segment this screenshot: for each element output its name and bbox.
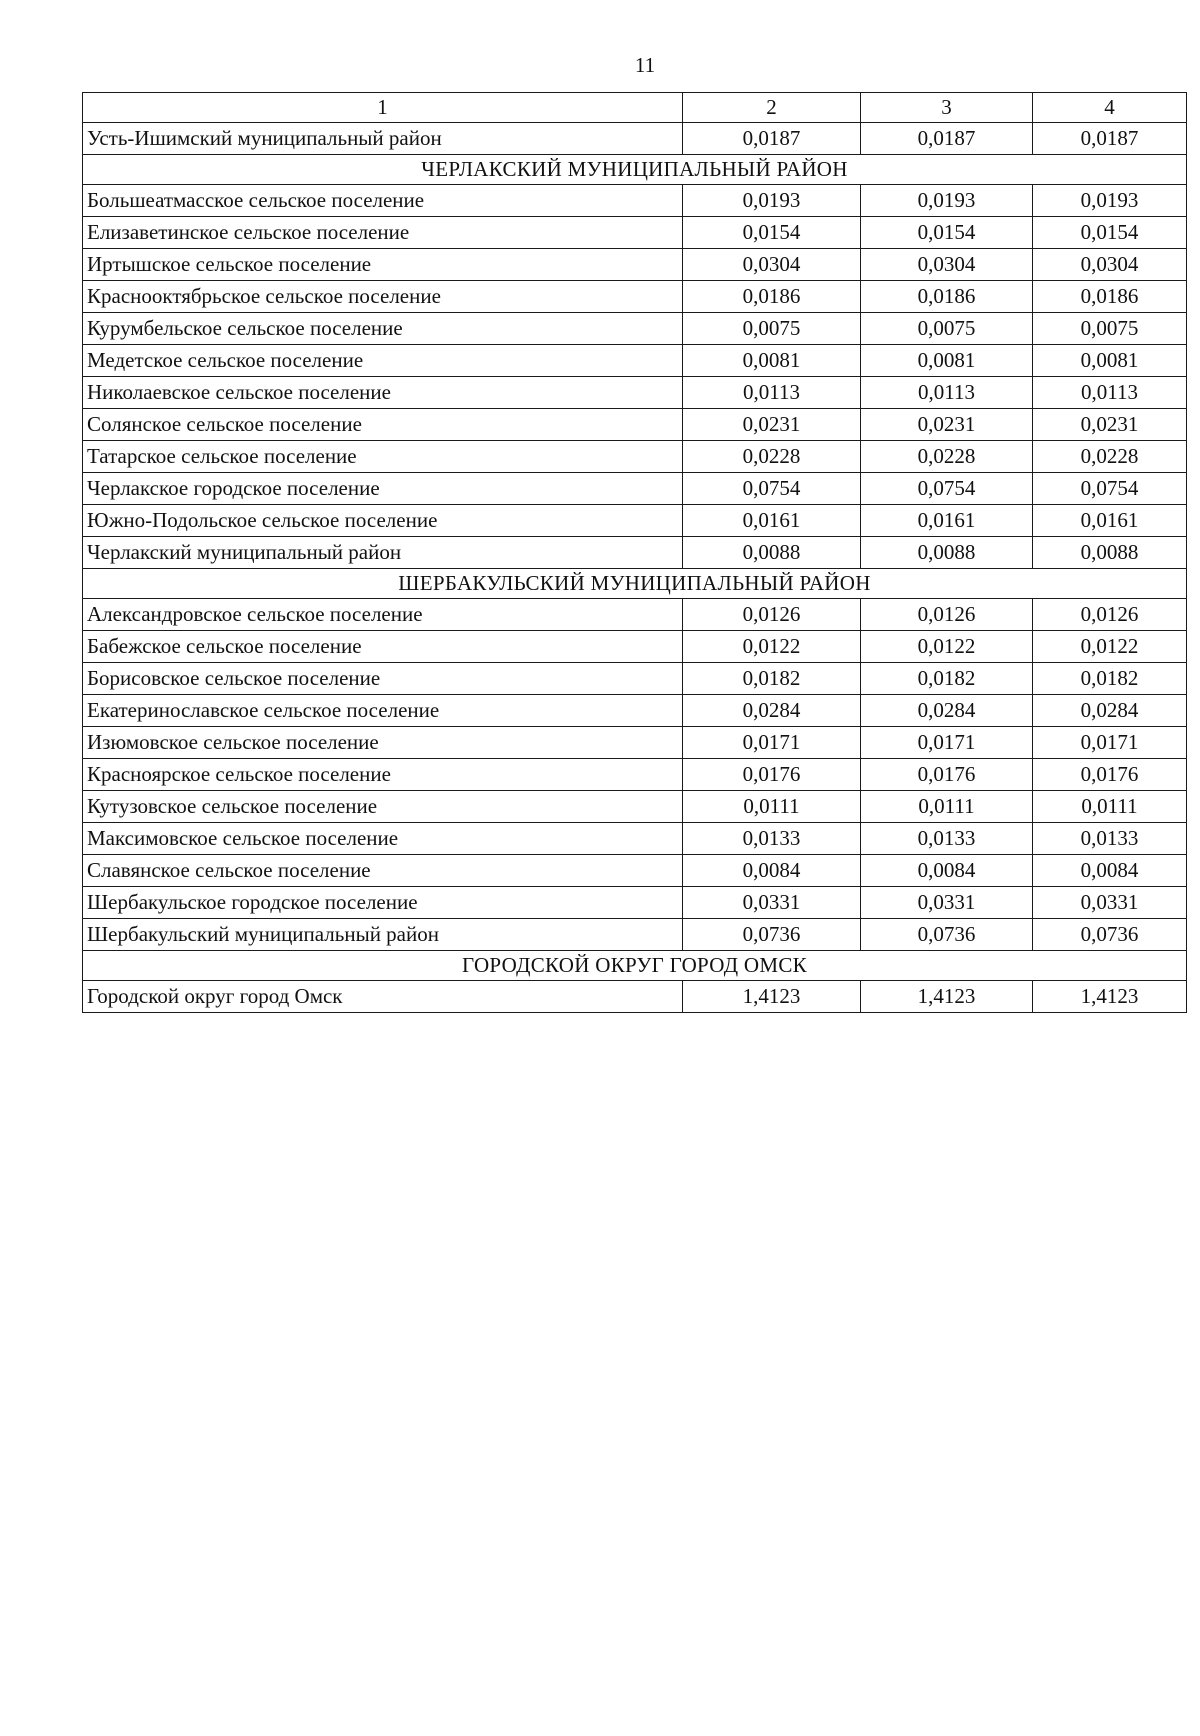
coefficient-value: 0,0284: [861, 695, 1033, 727]
table-row: [83, 981, 1187, 1013]
coefficient-value: 0,0176: [861, 759, 1033, 791]
coefficient-value: 0,0331: [1033, 887, 1187, 919]
coefficient-value: 0,0231: [1033, 409, 1187, 441]
municipality-name: Екатеринославское сельское поселение: [83, 695, 683, 727]
coefficient-value: 0,0284: [1033, 695, 1187, 727]
coefficient-value: 0,0133: [861, 823, 1033, 855]
coefficient-value: 0,0075: [861, 313, 1033, 345]
coefficient-value: 0,0331: [861, 887, 1033, 919]
coefficient-value: 0,0154: [683, 217, 861, 249]
section-header-row: [83, 155, 1187, 185]
coefficient-value: 0,0122: [1033, 631, 1187, 663]
coefficient-value: 0,0081: [683, 345, 861, 377]
municipality-name: Татарское сельское поселение: [83, 441, 683, 473]
column-number: 1: [83, 93, 683, 123]
section-header-row: [83, 951, 1187, 981]
page-number: 11: [634, 53, 656, 77]
coefficient-value: 0,0304: [1033, 249, 1187, 281]
coefficient-value: 0,0111: [861, 791, 1033, 823]
coefficient-value: 0,0186: [683, 281, 861, 313]
coefficient-value: 0,0754: [683, 473, 861, 505]
coefficient-value: 0,0111: [683, 791, 861, 823]
municipality-name: Борисовское сельское поселение: [83, 663, 683, 695]
coefficient-value: 0,0176: [1033, 759, 1187, 791]
coefficient-value: 0,0754: [861, 473, 1033, 505]
coefficient-value: 0,0081: [861, 345, 1033, 377]
table-row: [83, 663, 1187, 695]
coefficient-value: 0,0113: [1033, 377, 1187, 409]
table-row: [83, 759, 1187, 791]
coefficient-value: 0,0084: [683, 855, 861, 887]
municipality-name: Кутузовское сельское поселение: [83, 791, 683, 823]
coefficient-value: 0,0171: [1033, 727, 1187, 759]
municipality-name: Максимовское сельское поселение: [83, 823, 683, 855]
coefficient-value: 0,0126: [861, 599, 1033, 631]
municipality-name: Иртышское сельское поселение: [83, 249, 683, 281]
coefficient-value: 0,0228: [1033, 441, 1187, 473]
coefficient-value: 0,0231: [861, 409, 1033, 441]
coefficient-value: 0,0228: [861, 441, 1033, 473]
municipality-name: Николаевское сельское поселение: [83, 377, 683, 409]
coefficient-value: 0,0187: [861, 123, 1033, 155]
coefficient-value: 0,0161: [683, 505, 861, 537]
coefficient-value: 0,0193: [1033, 185, 1187, 217]
table-row: [83, 887, 1187, 919]
table-row: [83, 217, 1187, 249]
table-row: [83, 249, 1187, 281]
table-row: [83, 855, 1187, 887]
coefficient-value: 0,0084: [861, 855, 1033, 887]
table-row: [83, 823, 1187, 855]
coefficient-value: 0,0331: [683, 887, 861, 919]
coefficient-value: 0,0186: [1033, 281, 1187, 313]
municipality-name: Городской округ город Омск: [83, 981, 683, 1013]
municipality-name: Большеатмасское сельское поселение: [83, 185, 683, 217]
coefficient-value: 0,0081: [1033, 345, 1187, 377]
coefficient-value: 0,0133: [1033, 823, 1187, 855]
column-number: 3: [861, 93, 1033, 123]
coefficient-value: 0,0113: [683, 377, 861, 409]
coefficient-value: 0,0187: [1033, 123, 1187, 155]
table-row: [83, 505, 1187, 537]
coefficient-value: 1,4123: [1033, 981, 1187, 1013]
table-row: [83, 695, 1187, 727]
coefficient-value: 0,0182: [861, 663, 1033, 695]
table-row: [83, 599, 1187, 631]
municipality-name: Черлакское городское поселение: [83, 473, 683, 505]
table-row: [83, 441, 1187, 473]
table-row: [83, 631, 1187, 663]
coefficient-value: 0,0122: [861, 631, 1033, 663]
coefficient-value: 0,0176: [683, 759, 861, 791]
municipality-name: Шербакульский муниципальный район: [83, 919, 683, 951]
municipality-name: Краснооктябрьское сельское поселение: [83, 281, 683, 313]
coefficients-table: [82, 92, 1187, 1013]
coefficient-value: 0,0736: [683, 919, 861, 951]
coefficient-value: 0,0186: [861, 281, 1033, 313]
coefficient-value: 0,0088: [683, 537, 861, 569]
coefficient-value: 0,0111: [1033, 791, 1187, 823]
coefficient-value: 0,0228: [683, 441, 861, 473]
coefficient-value: 0,0171: [683, 727, 861, 759]
coefficient-value: 0,0754: [1033, 473, 1187, 505]
column-number: 2: [683, 93, 861, 123]
coefficient-value: 0,0075: [1033, 313, 1187, 345]
coefficient-value: 0,0193: [683, 185, 861, 217]
coefficient-value: 0,0161: [861, 505, 1033, 537]
coefficient-value: 0,0133: [683, 823, 861, 855]
coefficient-value: 0,0182: [683, 663, 861, 695]
coefficient-value: 0,0154: [861, 217, 1033, 249]
table-row: [83, 727, 1187, 759]
coefficient-value: 0,0736: [1033, 919, 1187, 951]
municipality-name: Славянское сельское поселение: [83, 855, 683, 887]
coefficient-value: 1,4123: [861, 981, 1033, 1013]
section-title: ЧЕРЛАКСКИЙ МУНИЦИПАЛЬНЫЙ РАЙОН: [83, 155, 1187, 185]
municipality-name: Солянское сельское поселение: [83, 409, 683, 441]
column-number-row: [83, 93, 1187, 123]
column-number: 4: [1033, 93, 1187, 123]
coefficient-value: 0,0304: [683, 249, 861, 281]
coefficient-value: 0,0187: [683, 123, 861, 155]
table-row: [83, 377, 1187, 409]
table-row: [83, 281, 1187, 313]
municipality-name: Медетское сельское поселение: [83, 345, 683, 377]
section-title: ГОРОДСКОЙ ОКРУГ ГОРОД ОМСК: [83, 951, 1187, 981]
municipality-name: Александровское сельское поселение: [83, 599, 683, 631]
municipality-name: Усть-Ишимский муниципальный район: [83, 123, 683, 155]
municipality-name: Шербакульское городское поселение: [83, 887, 683, 919]
coefficient-value: 0,0154: [1033, 217, 1187, 249]
coefficient-value: 0,0084: [1033, 855, 1187, 887]
coefficient-value: 0,0736: [861, 919, 1033, 951]
table-row: [83, 791, 1187, 823]
municipality-name: Курумбельское сельское поселение: [83, 313, 683, 345]
coefficient-value: 0,0231: [683, 409, 861, 441]
table-row: [83, 409, 1187, 441]
coefficient-value: 0,0161: [1033, 505, 1187, 537]
coefficient-value: 0,0126: [683, 599, 861, 631]
coefficient-value: 1,4123: [683, 981, 861, 1013]
table-row: [83, 345, 1187, 377]
table-row: [83, 537, 1187, 569]
coefficient-value: 0,0126: [1033, 599, 1187, 631]
coefficient-value: 0,0088: [1033, 537, 1187, 569]
coefficient-value: 0,0284: [683, 695, 861, 727]
table-row: [83, 313, 1187, 345]
table-row: [83, 123, 1187, 155]
municipality-name: Красноярское сельское поселение: [83, 759, 683, 791]
municipality-name: Елизаветинское сельское поселение: [83, 217, 683, 249]
section-title: ШЕРБАКУЛЬСКИЙ МУНИЦИПАЛЬНЫЙ РАЙОН: [83, 569, 1187, 599]
table-row: [83, 473, 1187, 505]
coefficient-value: 0,0075: [683, 313, 861, 345]
municipality-name: Черлакский муниципальный район: [83, 537, 683, 569]
coefficient-value: 0,0171: [861, 727, 1033, 759]
municipality-name: Южно-Подольское сельское поселение: [83, 505, 683, 537]
coefficient-value: 0,0304: [861, 249, 1033, 281]
section-header-row: [83, 569, 1187, 599]
table-row: [83, 919, 1187, 951]
coefficient-value: 0,0088: [861, 537, 1033, 569]
coefficient-value: 0,0113: [861, 377, 1033, 409]
coefficient-value: 0,0182: [1033, 663, 1187, 695]
table-body: [83, 93, 1187, 1013]
municipality-name: Бабежское сельское поселение: [83, 631, 683, 663]
coefficient-value: 0,0122: [683, 631, 861, 663]
coefficient-value: 0,0193: [861, 185, 1033, 217]
municipality-name: Изюмовское сельское поселение: [83, 727, 683, 759]
table-row: [83, 185, 1187, 217]
